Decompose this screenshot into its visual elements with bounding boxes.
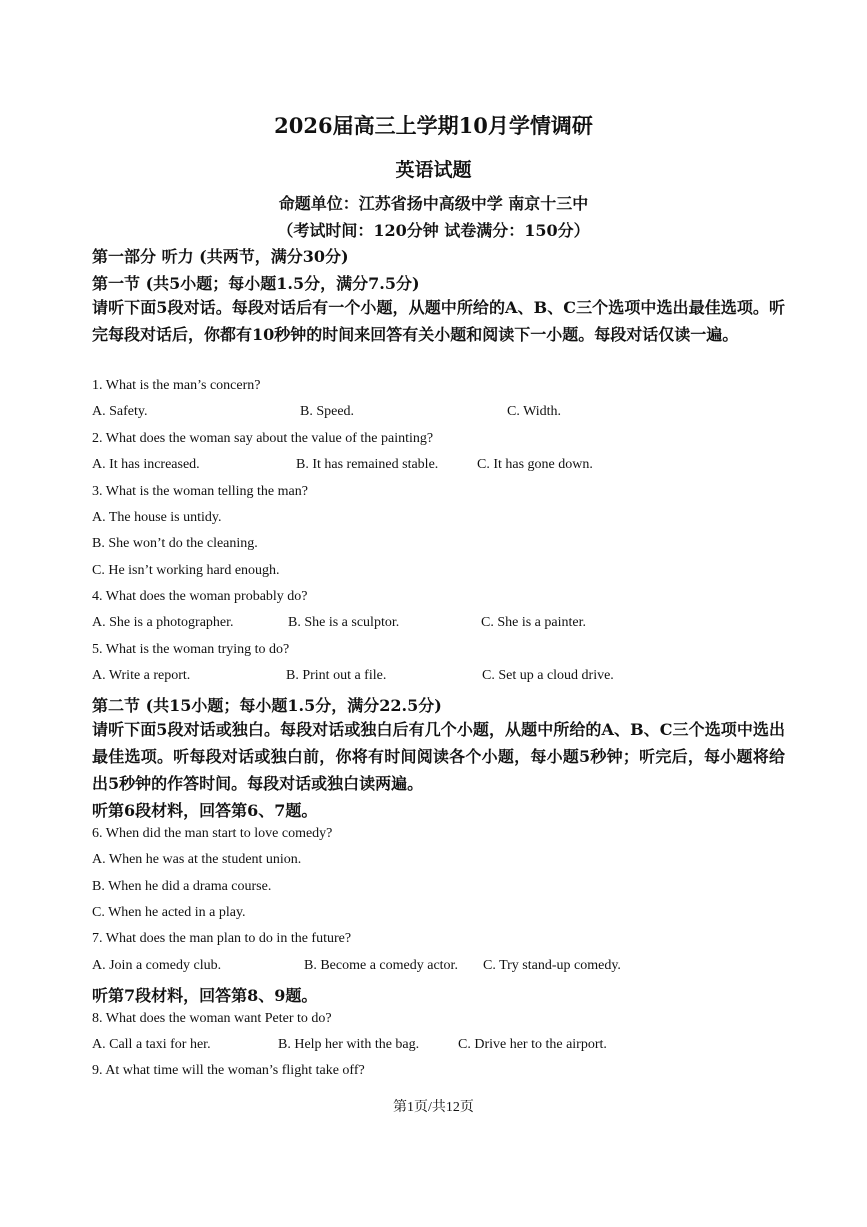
- q3-option-a: A. The house is untidy.: [92, 510, 222, 525]
- q6-option-a: A. When he was at the student union.: [92, 852, 302, 867]
- q1-option-b: B. Speed.: [300, 404, 355, 419]
- exam-title: 2026届高三上学期10月学情调研: [274, 113, 593, 138]
- q4-option-b: B. She is a sculptor.: [288, 615, 400, 630]
- page-number: 第1页/共12页: [393, 1100, 474, 1115]
- q4-option-a: A. She is a photographer.: [92, 615, 234, 630]
- q8-option-a: A. Call a taxi for her.: [92, 1037, 211, 1052]
- section2-instructions: 请听下面5段对话或独白。每段对话或独白后有几个小题，从题中所给的A、B、C三个选项中选出最佳选项。听每段对话或独白前，你将有时间阅读各个小题，每小题5秒钟；听完后，每小题将给出5秒钟的作答时间。每段对话或独白读两遍。: [92, 720, 785, 793]
- question-4: 4. What does the woman probably do?: [92, 589, 308, 604]
- q2-option-a: A. It has increased.: [92, 457, 200, 472]
- q2-option-b: B. It has remained stable.: [296, 457, 439, 472]
- q8-option-c: C. Drive her to the airport.: [458, 1037, 607, 1052]
- question-9: 9. At what time will the woman’s flight take off?: [92, 1063, 365, 1078]
- material-7-heading: 听第7段材料，回答第8、9题。: [92, 986, 318, 1005]
- q7-option-a: A. Join a comedy club.: [92, 958, 222, 973]
- question-2: 2. What does the woman say about the value of the painting?: [92, 431, 434, 446]
- question-3: 3. What is the woman telling the man?: [92, 484, 308, 499]
- q5-option-a: A. Write a report.: [92, 668, 191, 683]
- q1-option-c: C. Width.: [507, 404, 562, 419]
- q5-option-b: B. Print out a file.: [286, 668, 387, 683]
- question-1: 1. What is the man’s concern?: [92, 378, 261, 393]
- q7-option-b: B. Become a comedy actor.: [304, 958, 458, 973]
- exam-authors: 命题单位：江苏省扬中高级中学 南京十三中: [278, 194, 589, 213]
- q6-option-b: B. When he did a drama course.: [92, 879, 272, 894]
- material-6-heading: 听第6段材料，回答第6、7题。: [92, 801, 318, 820]
- exam-info: （考试时间：120分钟 试卷满分：150分）: [277, 221, 590, 240]
- question-6: 6. When did the man start to love comedy?: [92, 826, 333, 841]
- q1-option-a: A. Safety.: [92, 404, 148, 419]
- section2-heading: 第二节 (共15小题；每小题1.5分，满分22.5分): [92, 696, 442, 715]
- q3-option-b: B. She won’t do the cleaning.: [92, 536, 258, 551]
- exam-subject: 英语试题: [395, 159, 472, 181]
- q4-option-c: C. She is a painter.: [481, 615, 586, 630]
- question-8: 8. What does the woman want Peter to do?: [92, 1011, 332, 1026]
- q2-option-c: C. It has gone down.: [477, 457, 593, 472]
- section1-instructions: 请听下面5段对话。每段对话后有一个小题，从题中所给的A、B、C三个选项中选出最佳选项。听完每段对话后，你都有10秒钟的时间来回答有关小题和阅读下一小题。每段对话仅读一遍。: [92, 298, 785, 344]
- q7-option-c: C. Try stand-up comedy.: [483, 958, 621, 973]
- q8-option-b: B. Help her with the bag.: [278, 1037, 420, 1052]
- q6-option-c: C. When he acted in a play.: [92, 905, 246, 920]
- q5-option-c: C. Set up a cloud drive.: [482, 668, 614, 683]
- section1-heading: 第一节 (共5小题；每小题1.5分，满分7.5分): [92, 274, 420, 293]
- q3-option-c: C. He isn’t working hard enough.: [92, 563, 280, 578]
- part1-heading: 第一部分 听力 (共两节，满分30分): [92, 247, 349, 266]
- question-7: 7. What does the man plan to do in the future?: [92, 931, 352, 946]
- question-5: 5. What is the woman trying to do?: [92, 642, 290, 657]
